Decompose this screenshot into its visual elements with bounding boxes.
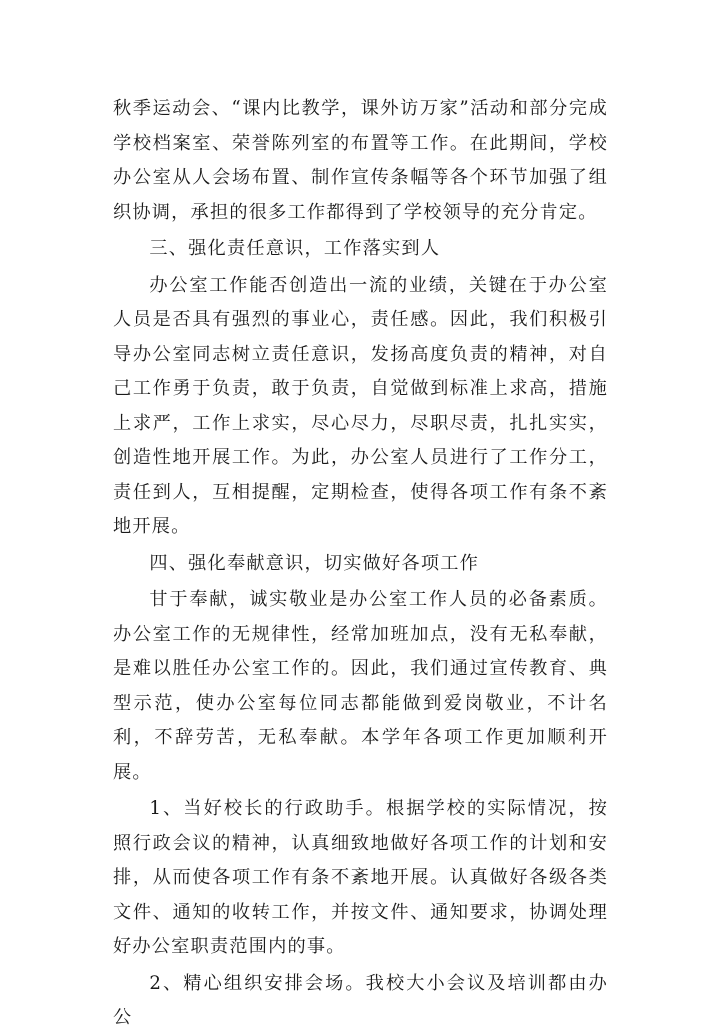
body-paragraph-3: 甘于奉献，诚实敬业是办公室工作人员的必备素质。办公室工作的无规律性，经常加班加点，没有无私奉献，是难以胜任办公室工作的。因此，我们通过宣传教育、典型示范，使办公室每位同志都能做到爱岗敬业，不计名利，不辞劳苦，无私奉献。本学年各项工作更加顺利开展。 [113, 589, 608, 783]
body-paragraph-1: 秋季运动会、“课内比教学，课外访万家”活动和部分完成学校档案室、荣誉陈列室的布置等工作。在此期间，学校办公室从人会场布置、制作宣传条幅等各个环节加强了组织协调，承担的很多工作都得到了学校领导的充分肯定。 [113, 98, 608, 223]
section-heading-4: 四、强化奉献意识，切实做好各项工作 [149, 552, 479, 574]
body-paragraph-4: 1、当好校长的行政助手。根据学校的实际情况，按照行政会议的精神，认真细致地做好各项工作的计划和安排，从而使各项工作有条不紊地开展。认真做好各级各类文件、通知的收转工作，并按文件、通知要求，协调处理好办公室职责范围内的事。 [113, 798, 608, 957]
document-body [113, 92, 608, 1036]
body-paragraph-2: 办公室工作能否创造出一流的业绩，关键在于办公室人员是否具有强烈的事业心，责任感。因此，我们积极引导办公室同志树立责任意识，发扬高度负责的精神，对自己工作勇于负责，敢于负责，自觉做到标准上求高，措施上求严，工作上求实，尽心尽力，尽职尽责，扎扎实实，创造性地开展工作。为此，办公室人员进行了工作分工，责任到人，互相提醒，定期检查，使得各项工作有条不紊地开展。 [113, 274, 608, 537]
body-paragraph-5: 2、精心组织安排会场。我校大小会议及培训都由办公 [113, 972, 608, 1028]
section-heading-3: 三、强化责任意识，工作落实到人 [149, 238, 441, 259]
